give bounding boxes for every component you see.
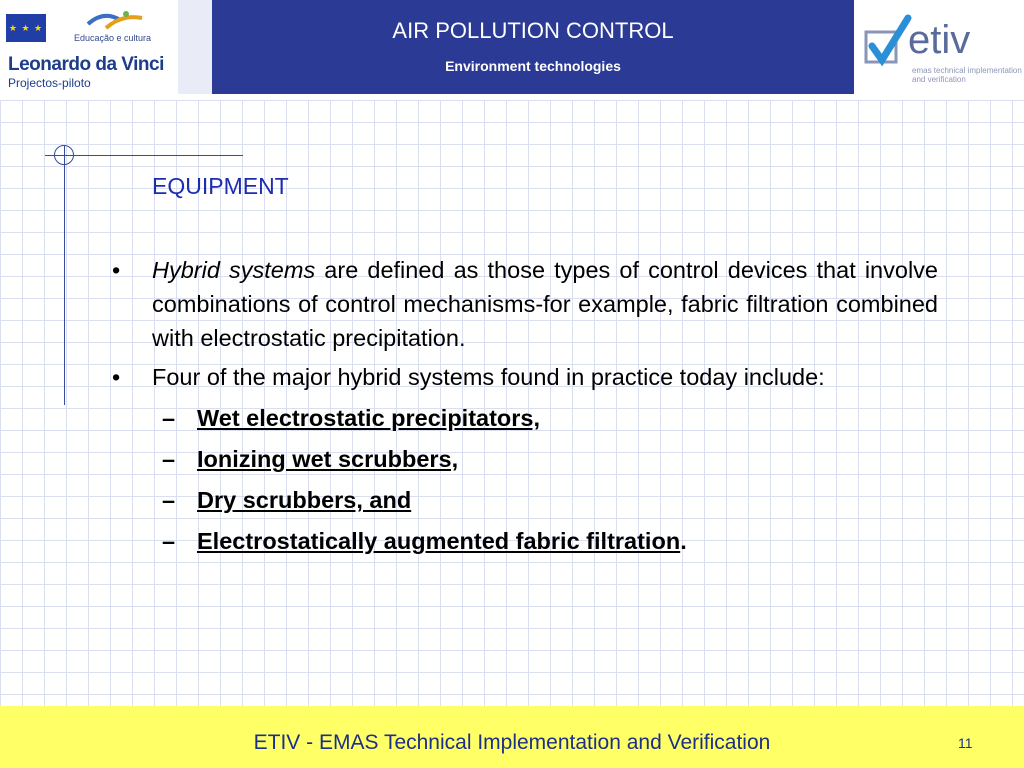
slide-title: AIR POLLUTION CONTROL: [392, 18, 674, 43]
sub-item-text[interactable]: Dry scrubbers, and: [197, 487, 412, 513]
decor-circle: [54, 145, 74, 165]
etiv-wordmark: etiv: [908, 18, 971, 62]
sub-item-text[interactable]: Wet electrostatic precipitators,: [197, 405, 541, 431]
bullet-emphasis: Hybrid systems: [152, 257, 316, 283]
eu-flag-icon: ★ ★ ★: [6, 14, 46, 42]
sub-list-item: [112, 401, 938, 435]
decor-line-horizontal: [45, 155, 243, 156]
dash-mark: –: [162, 487, 176, 513]
bullet-mark: •: [112, 364, 121, 390]
slide-subtitle: Environment technologies: [445, 58, 621, 74]
program-name: Leonardo da Vinci: [8, 54, 164, 75]
slide-header: [0, 0, 1024, 100]
bullet-mark: •: [112, 257, 121, 283]
program-subtitle: Projectos-piloto: [8, 76, 91, 90]
sub-item-suffix: .: [680, 528, 687, 554]
swoosh-icon: [86, 6, 146, 32]
leonardo-da-vinci-logo: [0, 0, 178, 94]
bullet-item: [112, 253, 938, 355]
footer-text: ETIV - EMAS Technical Implementation and Verification: [253, 731, 771, 754]
sub-list-item: [112, 524, 938, 558]
sub-list-item: [112, 483, 938, 517]
dash-mark: –: [162, 446, 176, 472]
sub-item-text[interactable]: Ionizing wet scrubbers,: [197, 446, 459, 472]
slide-body: [112, 253, 938, 558]
dash-mark: –: [162, 405, 176, 431]
checkmark-icon: [864, 14, 914, 70]
sub-item-text[interactable]: Electrostatically augmented fabric filtration: [197, 528, 681, 554]
title-bar: [212, 0, 854, 94]
logo-tagline: Educação e cultura: [74, 33, 152, 43]
dash-mark: –: [162, 528, 176, 554]
header-separator: [178, 0, 212, 94]
bullet-text: Four of the major hybrid systems found in practice today include:: [152, 364, 825, 390]
etiv-tagline: emas technical implementation and verification: [912, 66, 1022, 84]
sub-list-item: [112, 442, 938, 476]
page-number: 11: [958, 735, 973, 751]
decor-line-vertical: [64, 145, 65, 405]
section-heading: EQUIPMENT: [152, 173, 289, 199]
bullet-text: are defined as those types of control devices that involve combinations of control mechanisms-for example, fabric filtration combined with electrostatic precipitation.: [152, 257, 938, 351]
bullet-item: [112, 360, 938, 394]
